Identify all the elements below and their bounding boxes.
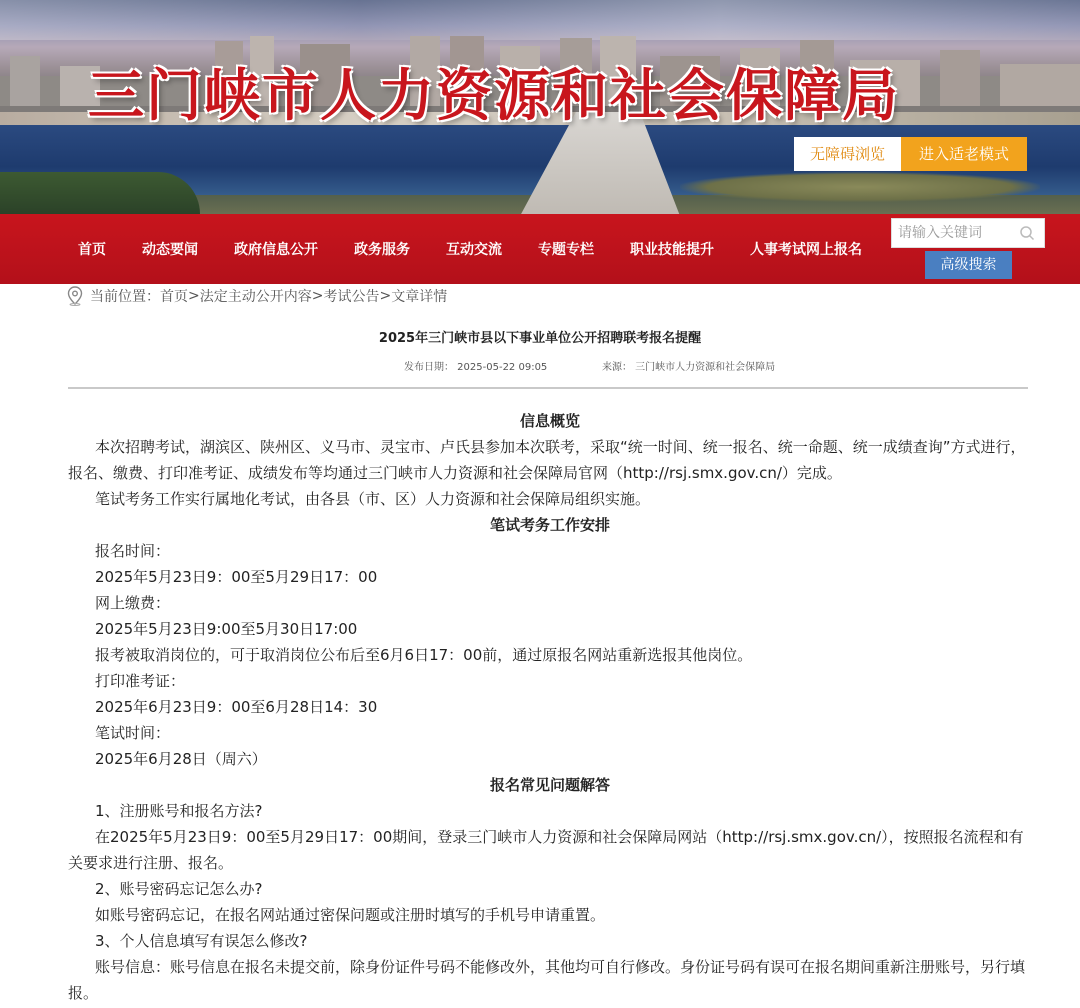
breadcrumb-separator: >: [379, 288, 392, 304]
nav-item-interaction[interactable]: 互动交流: [446, 242, 502, 258]
faq-answer: 账号信息：账号信息在报名未提交前，除身份证件号码不能修改外，其他均可自行修改。身份证号码有误可在报名期间重新注册账号，另行填报。: [68, 958, 1026, 1002]
nav-item-news[interactable]: 动态要闻: [142, 242, 198, 258]
breadcrumb-section-link[interactable]: 法定主动公开内容: [199, 289, 312, 305]
main-nav: [0, 214, 1080, 284]
section-heading-faq: 报名常见问题解答: [489, 776, 610, 794]
faq-question: 2、账号密码忘记怎么办?: [95, 880, 263, 898]
schedule-label: 报名时间：: [95, 542, 171, 560]
schedule-label: 打印准考证：: [95, 672, 186, 690]
island: [680, 172, 1040, 202]
nav-item-home[interactable]: 首页: [78, 242, 106, 258]
schedule-value: 2025年6月28日（周六）: [95, 750, 267, 768]
advanced-search-button[interactable]: 高级搜索: [925, 251, 1012, 279]
search-icon[interactable]: [1019, 225, 1035, 241]
paragraph: 笔试考务工作实行属地化考试，由各县（市、区）人力资源和社会保障局组织实施。: [95, 490, 651, 508]
breadcrumb-category-link[interactable]: 考试公告: [323, 289, 380, 305]
faq-answer: 在2025年5月23日9：00至5月29日17：00期间，登录三门峡市人力资源和社会保障局网站（http://rsj.smx.gov.cn/），按照报名流程和有关要求进行注册、报名。: [68, 828, 1024, 872]
elder-mode-button[interactable]: 进入适老模式: [901, 137, 1027, 171]
location-pin-icon: [66, 286, 84, 306]
faq-question: 1、注册账号和报名方法?: [95, 802, 263, 820]
nav-item-gov-info[interactable]: 政府信息公开: [234, 242, 318, 258]
schedule-label: 笔试时间：: [95, 724, 171, 742]
section-heading-schedule: 笔试考务工作安排: [489, 516, 610, 534]
nav-item-services[interactable]: 政务服务: [354, 242, 410, 258]
nav-item-topics[interactable]: 专题专栏: [538, 242, 594, 258]
breadcrumb: [66, 284, 447, 308]
faq-answer: 如账号密码忘记，在报名网站通过密保问题或注册时填写的手机号申请重置。: [95, 906, 606, 924]
breadcrumb-current: 文章详情: [391, 289, 448, 305]
mode-buttons: [794, 137, 1027, 171]
schedule-note: 报考被取消岗位的，可于取消岗位公布后至6月6日17：00前，通过原报名网站重新选报其他岗位。: [95, 646, 753, 664]
breadcrumb-separator: >: [311, 288, 324, 304]
breadcrumb-home-link[interactable]: 首页: [160, 289, 188, 305]
breadcrumb-prefix: 当前位置：: [90, 289, 160, 305]
banner-sky: [0, 0, 1080, 40]
nav-item-exam-registration[interactable]: 人事考试网上报名: [750, 242, 862, 258]
article-title: 2025年三门峡市县以下事业单位公开招聘联考报名提醒: [378, 331, 702, 346]
article-source: 来源： 三门峡市人力资源和社会保障局: [602, 362, 776, 373]
schedule-value: 2025年5月23日9：00至5月29日17：00: [95, 568, 378, 586]
schedule-label: 网上缴费：: [95, 594, 171, 612]
site-title: 三门峡市人力资源和社会保障局: [88, 63, 900, 129]
schedule-value: 2025年5月23日9:00至5月30日17:00: [95, 620, 358, 638]
publish-date: 发布日期： 2025-05-22 09:05: [404, 362, 548, 373]
article-body: [68, 408, 1032, 1006]
header-banner: [0, 0, 1080, 214]
section-heading-overview: 信息概览: [519, 412, 580, 430]
shore-left: [0, 172, 200, 214]
title-divider: [68, 387, 1028, 389]
schedule-value: 2025年6月23日9：00至6月28日14：30: [95, 698, 378, 716]
paragraph: 本次招聘考试，湖滨区、陕州区、义马市、灵宝市、卢氏县参加本次联考，采取“统一时间、统一报名、统一命题、统一成绩查询”方式进行，报名、缴费、打印准考证、成绩发布等均通过三门峡市人力资源和社会保障局官网（http://rsj.smx.gov.cn/）完成。: [68, 438, 1026, 482]
accessibility-button[interactable]: 无障碍浏览: [794, 137, 901, 171]
faq-question: 3、个人信息填写有误怎么修改?: [95, 932, 308, 950]
breadcrumb-separator: >: [188, 288, 200, 304]
nav-item-skills[interactable]: 职业技能提升: [630, 242, 714, 258]
nav-items: [78, 214, 898, 284]
